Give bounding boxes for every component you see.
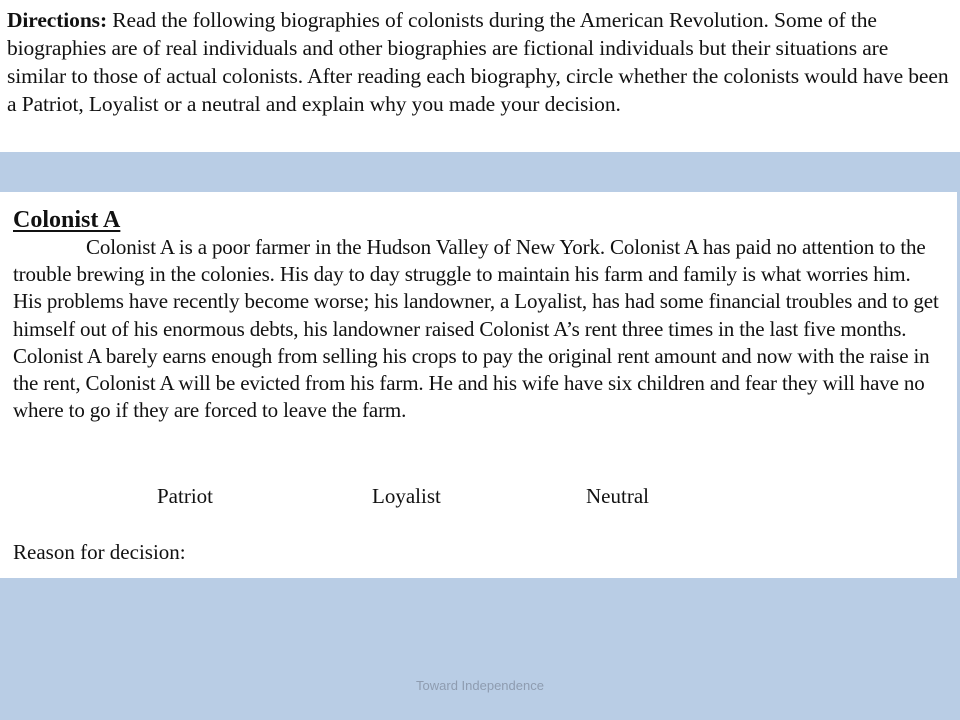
colonist-a-panel (0, 192, 957, 578)
choice-neutral[interactable]: Neutral (586, 484, 649, 508)
colonist-biography: Colonist A is a poor farmer in the Hudson Valley of New York. Colonist A has paid no attention to the trouble brewing in the colonies. His day to day struggle to maintain his farm and family is what worries him. His problems have recently become worse; his landowner, a Loyalist, has had some financial troubles and to get himself out of his enormous debts, his landowner raised Colonist A’s rent three times in the last five months. Colonist A barely earns enough from selling his crops to pay the original rent amount and now with the raise in the rent, Colonist A will be evicted from his farm. He and his wife have six children and fear they will have no where to go if they are forced to leave the farm. (13, 235, 939, 423)
slide-footer: Toward Independence (416, 678, 544, 693)
directions-label: Directions: (7, 8, 108, 32)
choice-loyalist[interactable]: Loyalist (372, 484, 441, 508)
choice-patriot[interactable]: Patriot (157, 484, 213, 508)
directions-panel (0, 0, 960, 152)
directions-body: Read the following biographies of colonists during the American Revolution. Some of the biographies are of real individuals and other biographies are fictional individuals but their situations are similar to those of actual colonists. After reading each biography, circle whether the colonists would have been a Patriot, Loyalist or a neutral and explain why you made your decision. (7, 8, 949, 116)
colonist-heading: Colonist A (13, 207, 121, 233)
choice-row (0, 482, 957, 510)
directions-paragraph (7, 6, 952, 118)
reason-label: Reason for decision: (13, 540, 186, 564)
